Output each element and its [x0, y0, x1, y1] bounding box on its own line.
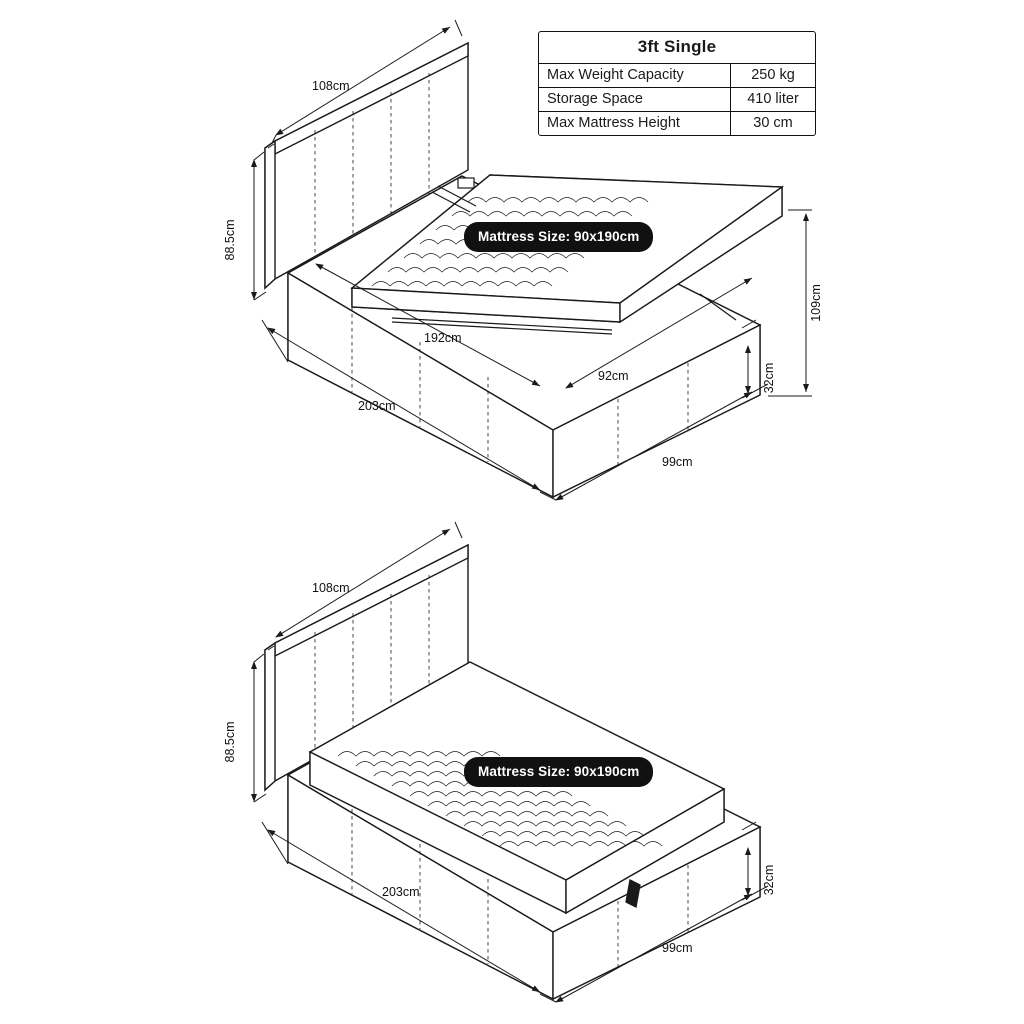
- mattress-size-badge-bottom: Mattress Size: 90x190cm: [464, 757, 653, 787]
- spec-label-max-mattress-height: Max Mattress Height: [539, 112, 731, 135]
- dim-headboard-width-bottom: 108cm: [312, 581, 350, 595]
- table-row: [539, 88, 815, 112]
- dim-headboard-height-top: 88.5cm: [223, 219, 237, 261]
- dim-bed-length-top: 203cm: [358, 399, 396, 413]
- spec-value-storage-space: 410 liter: [747, 91, 799, 107]
- specification-table: [538, 31, 816, 136]
- dim-bed-width-top: 99cm: [662, 455, 693, 469]
- dim-headboard-height-bottom: 88.5cm: [223, 721, 237, 763]
- dim-lift-height-top: 109cm: [809, 284, 823, 322]
- spec-label-max-weight-capacity: Max Weight Capacity: [539, 64, 731, 87]
- table-row: [539, 64, 815, 88]
- mattress-size-badge-top: Mattress Size: 90x190cm: [464, 222, 653, 252]
- dim-base-height-top: 32cm: [762, 362, 776, 394]
- dim-headboard-width-top: 108cm: [312, 79, 350, 93]
- spec-label-storage-space: Storage Space: [539, 88, 731, 111]
- spec-value-max-mattress-height: 30 cm: [753, 115, 793, 131]
- dim-base-height-bottom: 32cm: [762, 864, 776, 896]
- table-row: [539, 112, 815, 135]
- spec-table-title: 3ft Single: [539, 32, 815, 64]
- dim-mattress-width-top: 92cm: [598, 369, 629, 383]
- dim-mattress-length-top: 192cm: [424, 331, 462, 345]
- dim-bed-length-bottom: 203cm: [382, 885, 420, 899]
- spec-value-max-weight-capacity: 250 kg: [751, 67, 795, 83]
- dim-bed-width-bottom: 99cm: [662, 941, 693, 955]
